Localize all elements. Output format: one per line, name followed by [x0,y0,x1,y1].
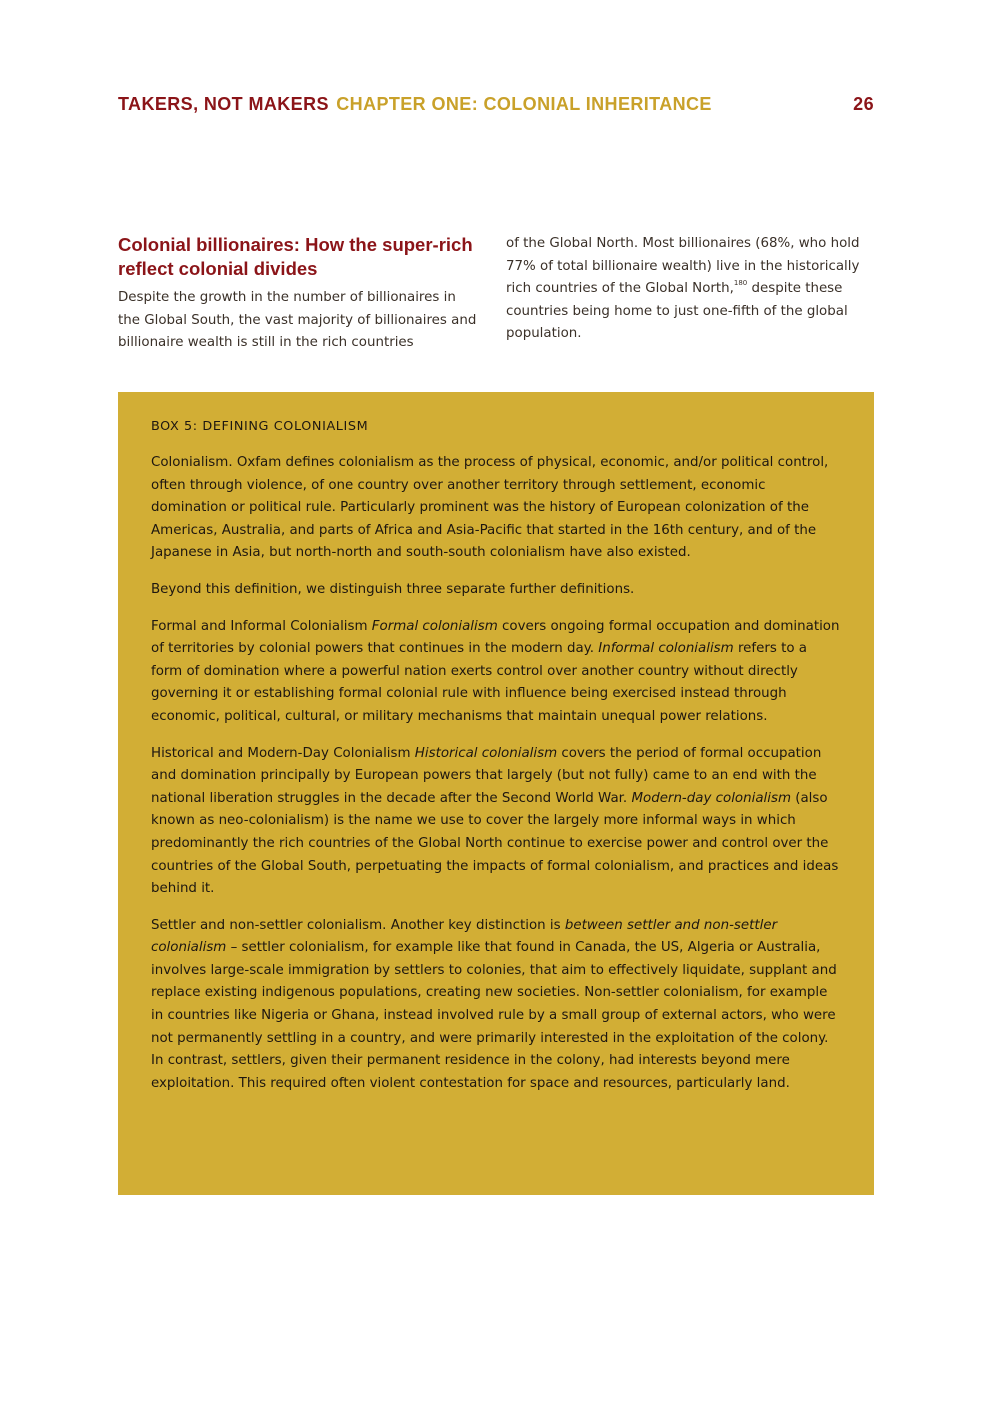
chapter-title: CHAPTER ONE: COLONIAL INHERITANCE [336,94,712,114]
left-column [118,233,478,355]
right-text-part-a: of the Global North. Most billionaires (68%, who hold 77% of total billionaire wealth) live in the historically rich countries of the Global North, [506,236,860,297]
report-title: TAKERS, NOT MAKERS [118,94,329,114]
term-settler: Settler and non-settler colonialism. [151,917,391,933]
italic-historical-colonialism: Historical colonialism [414,745,558,761]
left-column-text: Despite the growth in the number of billionaires in the Global South, the vast majority of billionaires and billionaire wealth is still in the rich countries [118,290,477,351]
box-paragraph-settler [151,915,841,1096]
italic-settler-distinction: between settler and non-settler colonialism [151,917,778,956]
right-text-part-b: despite these countries being home to just one-fifth of the global population. [506,281,848,342]
text-span: – settler colonialism, for example like that found in Canada, the US, Algeria or Australia, involves large-scale immigration by settlers to colonies, that aim to effectively liquidate, supplant and replace existing indigenous populations, creating new societies. Non-settler colonialism, for example in countries like Nigeria or Ghana, instead involved rule by a small group of external actors, who were not permanently settling in a country, and were primarily interested in the exploitation of the colony. In contrast, settlers, given their permanent residence in the colony, had interests beyond mere exploitation. This required often violent contestation for space and resources, particularly land. [151,940,837,1091]
page-number: 26 [853,94,874,114]
footnote-ref[interactable]: 180 [733,279,748,288]
text-span: refers to a form of domination where a powerful nation exerts control over another country without directly governing it or establishing formal colonial rule with influence being exercised instead through economic, political, cultural, or military mechanisms that maintain unequal power relations. [151,641,808,724]
box-defining-colonialism [118,392,874,1195]
italic-modern-day-colonialism: Modern-day colonialism [631,790,791,806]
term-formal-informal: Formal and Informal Colonialism [151,618,372,634]
right-column [506,233,866,346]
box-paragraph-historical-modern [151,743,841,901]
term-historical-modern: Historical and Modern-Day Colonialism [151,745,415,761]
text-span: covers ongoing formal occupation and domination of territories by colonial powers that continues in the modern day. [151,618,840,657]
page-header [118,93,874,115]
text-span: (also known as neo-colonialism) is the name we use to cover the largely more informal ways in which predominantly the rich countries of the Global North continue to exercise power and control over the countries of the Global South, perpetuating the impacts of formal colonialism, and practices and ideas behind it. [151,790,839,897]
box-title: BOX 5: DEFINING COLONIALISM [151,419,369,434]
right-column-text [506,233,866,346]
box-paragraph-formal-informal [151,616,841,729]
box-content [151,416,841,1109]
section-heading: Colonial billionaires: How the super-rich reflect colonial divides [118,234,473,279]
box-paragraph-colonialism: Colonialism. Oxfam defines colonialism as the process of physical, economic, and/or political control, often through violence, of one country over another territory through settlement, economic domination or political rule. Particularly prominent was the history of European colonization of the Americas, Australia, and parts of Africa and Asia-Pacific that started in the 16th century, and of the Japanese in Asia, but north-north and south-south colonialism have also existed. [151,455,829,561]
italic-informal-colonialism: Informal colonialism [598,641,734,657]
italic-formal-colonialism: Formal colonialism [371,618,498,634]
text-span: covers the period of formal occupation and domination principally by European powers that largely (but not fully) came to an end with the national liberation struggles in the decade after the Second World War. [151,745,822,806]
box-paragraph-intro: Beyond this definition, we distinguish three separate further definitions. [151,581,635,597]
text-span: Another key distinction is [390,917,565,933]
